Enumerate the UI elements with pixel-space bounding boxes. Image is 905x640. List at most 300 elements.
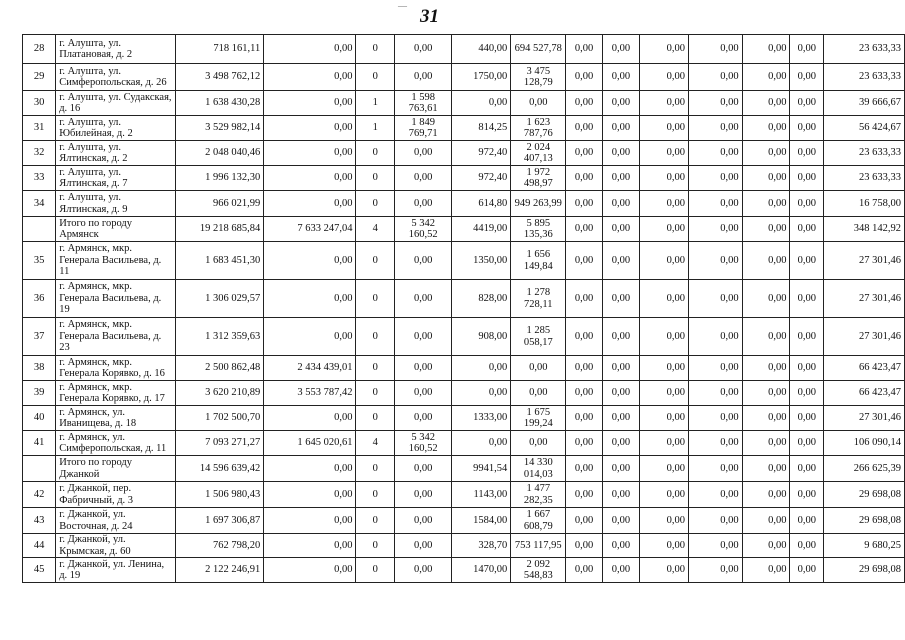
value-cell: 0,00 <box>395 35 452 64</box>
value-cell: 0,00 <box>640 242 689 280</box>
count-cell: 4 <box>356 431 395 456</box>
address-cell: г. Армянск, мкр. Генерала Корявко, д. 16 <box>56 356 176 381</box>
report-table <box>22 34 905 583</box>
value-cell: 0,00 <box>742 242 790 280</box>
row-number: 44 <box>23 534 56 558</box>
value-cell: 0,00 <box>790 242 824 280</box>
value-cell: 0,00 <box>566 356 602 381</box>
value-cell: 0,00 <box>264 141 356 166</box>
row-number: 32 <box>23 141 56 166</box>
count-cell: 0 <box>356 406 395 431</box>
value-cell: 949 263,99 <box>511 191 566 217</box>
address-cell: г. Алушта, ул. Симферопольская, д. 26 <box>56 64 176 91</box>
address-cell: г. Алушта, ул. Юбилейная, д. 2 <box>56 116 176 141</box>
value-cell: 0,00 <box>742 406 790 431</box>
value-cell: 0,00 <box>742 166 790 191</box>
table-row <box>23 356 905 381</box>
value-cell: 0,00 <box>640 356 689 381</box>
value-cell: 0,00 <box>688 534 742 558</box>
value-cell: 0,00 <box>566 217 602 242</box>
value-cell: 0,00 <box>566 456 602 482</box>
value-cell: 0,00 <box>566 191 602 217</box>
value-cell: 0,00 <box>395 534 452 558</box>
value-cell: 0,00 <box>602 356 639 381</box>
total-cost-cell: 1 697 306,87 <box>175 508 263 534</box>
count-cell: 0 <box>356 166 395 191</box>
count-cell: 0 <box>356 456 395 482</box>
value-cell: 23 633,33 <box>824 166 905 191</box>
value-cell: 0,00 <box>742 356 790 381</box>
count-cell: 0 <box>356 508 395 534</box>
value-cell: 0,00 <box>742 558 790 583</box>
value-cell: 1 972 498,97 <box>511 166 566 191</box>
value-cell: 0,00 <box>790 217 824 242</box>
value-cell: 972,40 <box>452 166 511 191</box>
table-row <box>23 141 905 166</box>
value-cell: 0,00 <box>742 116 790 141</box>
address-cell: г. Армянск, мкр. Генерала Корявко, д. 17 <box>56 381 176 406</box>
page-number: 31 <box>420 6 439 27</box>
value-cell: 27 301,46 <box>824 280 905 318</box>
value-cell: 0,00 <box>640 91 689 116</box>
row-number: 38 <box>23 356 56 381</box>
value-cell: 0,00 <box>452 356 511 381</box>
value-cell: 0,00 <box>790 116 824 141</box>
address-cell: г. Армянск, ул. Симферопольская, д. 11 <box>56 431 176 456</box>
value-cell: 0,00 <box>790 406 824 431</box>
row-number: 31 <box>23 116 56 141</box>
total-cost-cell: 2 500 862,48 <box>175 356 263 381</box>
row-number: 34 <box>23 191 56 217</box>
value-cell: 1 278 728,11 <box>511 280 566 318</box>
value-cell: 0,00 <box>688 242 742 280</box>
value-cell: 0,00 <box>640 280 689 318</box>
total-cost-cell: 966 021,99 <box>175 191 263 217</box>
value-cell: 0,00 <box>511 431 566 456</box>
value-cell: 0,00 <box>790 456 824 482</box>
value-cell: 0,00 <box>790 191 824 217</box>
value-cell: 0,00 <box>395 166 452 191</box>
total-cost-cell: 1 638 430,28 <box>175 91 263 116</box>
value-cell: 694 527,78 <box>511 35 566 64</box>
value-cell: 106 090,14 <box>824 431 905 456</box>
value-cell: 0,00 <box>395 64 452 91</box>
value-cell: 2 092 548,83 <box>511 558 566 583</box>
row-number: 42 <box>23 482 56 508</box>
address-cell: г. Алушта, ул. Ялтинская, д. 2 <box>56 141 176 166</box>
table-row <box>23 508 905 534</box>
value-cell: 0,00 <box>790 35 824 64</box>
value-cell: 0,00 <box>640 534 689 558</box>
total-cost-cell: 2 048 040,46 <box>175 141 263 166</box>
value-cell: 0,00 <box>742 456 790 482</box>
value-cell: 0,00 <box>602 35 639 64</box>
value-cell: 27 301,46 <box>824 242 905 280</box>
value-cell: 0,00 <box>640 141 689 166</box>
value-cell: 0,00 <box>602 456 639 482</box>
table-row <box>23 534 905 558</box>
count-cell: 0 <box>356 318 395 356</box>
value-cell: 1 598 763,61 <box>395 91 452 116</box>
table-row <box>23 242 905 280</box>
table-row <box>23 191 905 217</box>
table-row <box>23 406 905 431</box>
value-cell: 0,00 <box>566 242 602 280</box>
value-cell: 0,00 <box>640 482 689 508</box>
value-cell: 0,00 <box>742 318 790 356</box>
value-cell: 0,00 <box>640 64 689 91</box>
value-cell: 0,00 <box>511 381 566 406</box>
count-cell: 0 <box>356 141 395 166</box>
count-cell: 1 <box>356 91 395 116</box>
value-cell: 7 633 247,04 <box>264 217 356 242</box>
total-cost-cell: 1 996 132,30 <box>175 166 263 191</box>
value-cell: 0,00 <box>602 242 639 280</box>
value-cell: 828,00 <box>452 280 511 318</box>
value-cell: 0,00 <box>566 318 602 356</box>
value-cell: 0,00 <box>452 91 511 116</box>
value-cell: 0,00 <box>264 91 356 116</box>
row-number: 45 <box>23 558 56 583</box>
value-cell: 753 117,95 <box>511 534 566 558</box>
row-number: 43 <box>23 508 56 534</box>
value-cell: 0,00 <box>511 91 566 116</box>
value-cell: 0,00 <box>566 558 602 583</box>
value-cell: 2 024 407,13 <box>511 141 566 166</box>
value-cell: 0,00 <box>640 318 689 356</box>
value-cell: 3 475 128,79 <box>511 64 566 91</box>
value-cell: 0,00 <box>264 166 356 191</box>
row-number: 30 <box>23 91 56 116</box>
value-cell: 0,00 <box>395 242 452 280</box>
value-cell: 0,00 <box>264 35 356 64</box>
count-cell: 0 <box>356 381 395 406</box>
value-cell: 9941,54 <box>452 456 511 482</box>
value-cell: 0,00 <box>602 91 639 116</box>
count-cell: 0 <box>356 64 395 91</box>
value-cell: 1333,00 <box>452 406 511 431</box>
value-cell: 1584,00 <box>452 508 511 534</box>
table-row <box>23 91 905 116</box>
total-cost-cell: 7 093 271,27 <box>175 431 263 456</box>
value-cell: 0,00 <box>688 508 742 534</box>
value-cell: 0,00 <box>602 558 639 583</box>
value-cell: 0,00 <box>742 482 790 508</box>
total-cost-cell: 762 798,20 <box>175 534 263 558</box>
value-cell: 0,00 <box>395 508 452 534</box>
value-cell: 14 330 014,03 <box>511 456 566 482</box>
count-cell: 0 <box>356 534 395 558</box>
value-cell: 0,00 <box>395 381 452 406</box>
value-cell: 1 285 058,17 <box>511 318 566 356</box>
value-cell: 328,70 <box>452 534 511 558</box>
table-row <box>23 318 905 356</box>
value-cell: 0,00 <box>688 141 742 166</box>
value-cell: 0,00 <box>688 35 742 64</box>
value-cell: 0,00 <box>640 431 689 456</box>
value-cell: 0,00 <box>688 456 742 482</box>
total-cost-cell: 19 218 685,84 <box>175 217 263 242</box>
value-cell: 1 675 199,24 <box>511 406 566 431</box>
address-cell: г. Алушта, ул. Платановая, д. 2 <box>56 35 176 64</box>
row-number: 36 <box>23 280 56 318</box>
value-cell: 1 623 787,76 <box>511 116 566 141</box>
address-cell: г. Армянск, мкр. Генерала Васильева, д. 19 <box>56 280 176 318</box>
value-cell: 0,00 <box>790 482 824 508</box>
value-cell: 0,00 <box>688 191 742 217</box>
value-cell: 0,00 <box>688 381 742 406</box>
value-cell: 0,00 <box>602 217 639 242</box>
value-cell: 0,00 <box>264 482 356 508</box>
value-cell: 0,00 <box>566 381 602 406</box>
value-cell: 0,00 <box>742 91 790 116</box>
value-cell: 0,00 <box>264 456 356 482</box>
value-cell: 0,00 <box>395 558 452 583</box>
value-cell: 0,00 <box>688 217 742 242</box>
row-number: 41 <box>23 431 56 456</box>
value-cell: 0,00 <box>566 534 602 558</box>
count-cell: 0 <box>356 558 395 583</box>
total-cost-cell: 1 312 359,63 <box>175 318 263 356</box>
value-cell: 266 625,39 <box>824 456 905 482</box>
count-cell: 0 <box>356 482 395 508</box>
row-number: 28 <box>23 35 56 64</box>
value-cell: 0,00 <box>640 508 689 534</box>
address-cell: г. Армянск, мкр. Генерала Васильева, д. 23 <box>56 318 176 356</box>
value-cell: 0,00 <box>688 406 742 431</box>
value-cell: 0,00 <box>566 406 602 431</box>
table-row <box>23 166 905 191</box>
value-cell: 0,00 <box>790 508 824 534</box>
total-cost-cell: 2 122 246,91 <box>175 558 263 583</box>
value-cell: 0,00 <box>264 406 356 431</box>
value-cell: 0,00 <box>742 534 790 558</box>
value-cell: 0,00 <box>264 280 356 318</box>
value-cell: 1 656 149,84 <box>511 242 566 280</box>
value-cell: 0,00 <box>640 456 689 482</box>
address-cell: г. Алушта, ул. Ялтинская, д. 9 <box>56 191 176 217</box>
value-cell: 1470,00 <box>452 558 511 583</box>
row-number: 40 <box>23 406 56 431</box>
value-cell: 1 849 769,71 <box>395 116 452 141</box>
value-cell: 27 301,46 <box>824 318 905 356</box>
table-row <box>23 64 905 91</box>
count-cell: 0 <box>356 242 395 280</box>
total-cost-cell: 3 529 982,14 <box>175 116 263 141</box>
value-cell: 0,00 <box>688 91 742 116</box>
value-cell: 0,00 <box>566 508 602 534</box>
value-cell: 0,00 <box>790 280 824 318</box>
value-cell: 0,00 <box>602 64 639 91</box>
value-cell: 0,00 <box>640 166 689 191</box>
value-cell: 0,00 <box>452 431 511 456</box>
value-cell: 0,00 <box>688 64 742 91</box>
row-number: 29 <box>23 64 56 91</box>
value-cell: 0,00 <box>640 381 689 406</box>
value-cell: 1750,00 <box>452 64 511 91</box>
top-mark: — <box>398 1 407 11</box>
value-cell: 0,00 <box>395 318 452 356</box>
table-row <box>23 482 905 508</box>
value-cell: 0,00 <box>688 280 742 318</box>
value-cell: 0,00 <box>452 381 511 406</box>
address-cell: г. Джанкой, пер. Фабричный, д. 3 <box>56 482 176 508</box>
value-cell: 1 645 020,61 <box>264 431 356 456</box>
value-cell: 0,00 <box>688 356 742 381</box>
value-cell: 0,00 <box>602 116 639 141</box>
value-cell: 0,00 <box>688 431 742 456</box>
value-cell: 0,00 <box>264 64 356 91</box>
value-cell: 0,00 <box>602 508 639 534</box>
address-cell: г. Джанкой, ул. Ленина, д. 19 <box>56 558 176 583</box>
row-number: 37 <box>23 318 56 356</box>
value-cell: 0,00 <box>742 508 790 534</box>
value-cell: 0,00 <box>511 356 566 381</box>
address-cell: Итого по городу Армянск <box>56 217 176 242</box>
value-cell: 0,00 <box>742 35 790 64</box>
value-cell: 440,00 <box>452 35 511 64</box>
value-cell: 0,00 <box>688 318 742 356</box>
value-cell: 0,00 <box>640 35 689 64</box>
count-cell: 4 <box>356 217 395 242</box>
count-cell: 0 <box>356 191 395 217</box>
value-cell: 0,00 <box>264 191 356 217</box>
value-cell: 0,00 <box>790 141 824 166</box>
value-cell: 0,00 <box>395 482 452 508</box>
value-cell: 3 553 787,42 <box>264 381 356 406</box>
value-cell: 0,00 <box>395 280 452 318</box>
value-cell: 39 666,67 <box>824 91 905 116</box>
value-cell: 29 698,08 <box>824 558 905 583</box>
total-cost-cell: 1 702 500,70 <box>175 406 263 431</box>
value-cell: 29 698,08 <box>824 508 905 534</box>
value-cell: 0,00 <box>742 431 790 456</box>
total-cost-cell: 718 161,11 <box>175 35 263 64</box>
row-number <box>23 456 56 482</box>
value-cell: 2 434 439,01 <box>264 356 356 381</box>
value-cell: 908,00 <box>452 318 511 356</box>
total-cost-cell: 1 683 451,30 <box>175 242 263 280</box>
value-cell: 0,00 <box>566 141 602 166</box>
value-cell: 0,00 <box>395 141 452 166</box>
value-cell: 0,00 <box>602 431 639 456</box>
address-cell: г. Джанкой, ул. Восточная, д. 24 <box>56 508 176 534</box>
value-cell: 23 633,33 <box>824 141 905 166</box>
count-cell: 0 <box>356 35 395 64</box>
table-row <box>23 35 905 64</box>
value-cell: 0,00 <box>395 456 452 482</box>
row-number <box>23 217 56 242</box>
row-number: 35 <box>23 242 56 280</box>
value-cell: 27 301,46 <box>824 406 905 431</box>
value-cell: 1 477 282,35 <box>511 482 566 508</box>
table-row <box>23 381 905 406</box>
value-cell: 0,00 <box>566 116 602 141</box>
row-number: 39 <box>23 381 56 406</box>
subtotal-row <box>23 217 905 242</box>
value-cell: 0,00 <box>790 381 824 406</box>
total-cost-cell: 1 506 980,43 <box>175 482 263 508</box>
value-cell: 0,00 <box>566 166 602 191</box>
value-cell: 0,00 <box>742 280 790 318</box>
table-row <box>23 116 905 141</box>
value-cell: 1350,00 <box>452 242 511 280</box>
address-cell: Итого по городу Джанкой <box>56 456 176 482</box>
value-cell: 5 342 160,52 <box>395 217 452 242</box>
value-cell: 0,00 <box>264 558 356 583</box>
value-cell: 0,00 <box>395 406 452 431</box>
value-cell: 0,00 <box>264 116 356 141</box>
value-cell: 0,00 <box>566 91 602 116</box>
count-cell: 1 <box>356 116 395 141</box>
table-row <box>23 280 905 318</box>
value-cell: 0,00 <box>566 280 602 318</box>
value-cell: 0,00 <box>688 116 742 141</box>
value-cell: 9 680,25 <box>824 534 905 558</box>
table-row <box>23 558 905 583</box>
address-cell: г. Джанкой, ул. Крымская, д. 60 <box>56 534 176 558</box>
total-cost-cell: 14 596 639,42 <box>175 456 263 482</box>
value-cell: 0,00 <box>566 482 602 508</box>
total-cost-cell: 3 498 762,12 <box>175 64 263 91</box>
address-cell: г. Алушта, ул. Ялтинская, д. 7 <box>56 166 176 191</box>
value-cell: 0,00 <box>790 166 824 191</box>
value-cell: 0,00 <box>566 431 602 456</box>
value-cell: 0,00 <box>395 191 452 217</box>
table-row <box>23 431 905 456</box>
value-cell: 0,00 <box>602 534 639 558</box>
value-cell: 1 667 608,79 <box>511 508 566 534</box>
address-cell: г. Армянск, мкр. Генерала Васильева, д. 11 <box>56 242 176 280</box>
value-cell: 0,00 <box>602 482 639 508</box>
value-cell: 23 633,33 <box>824 64 905 91</box>
value-cell: 0,00 <box>602 381 639 406</box>
value-cell: 0,00 <box>742 381 790 406</box>
value-cell: 0,00 <box>264 318 356 356</box>
value-cell: 0,00 <box>688 166 742 191</box>
value-cell: 0,00 <box>742 191 790 217</box>
total-cost-cell: 1 306 029,57 <box>175 280 263 318</box>
value-cell: 0,00 <box>742 141 790 166</box>
value-cell: 0,00 <box>790 318 824 356</box>
value-cell: 0,00 <box>602 166 639 191</box>
value-cell: 5 895 135,36 <box>511 217 566 242</box>
value-cell: 0,00 <box>742 64 790 91</box>
value-cell: 66 423,47 <box>824 381 905 406</box>
row-number: 33 <box>23 166 56 191</box>
value-cell: 0,00 <box>264 534 356 558</box>
value-cell: 0,00 <box>602 318 639 356</box>
value-cell: 4419,00 <box>452 217 511 242</box>
value-cell: 0,00 <box>264 242 356 280</box>
value-cell: 0,00 <box>395 356 452 381</box>
value-cell: 0,00 <box>566 35 602 64</box>
value-cell: 0,00 <box>640 558 689 583</box>
value-cell: 23 633,33 <box>824 35 905 64</box>
value-cell: 814,25 <box>452 116 511 141</box>
value-cell: 0,00 <box>566 64 602 91</box>
value-cell: 0,00 <box>602 191 639 217</box>
value-cell: 0,00 <box>640 191 689 217</box>
value-cell: 1143,00 <box>452 482 511 508</box>
address-cell: г. Алушта, ул. Судакская, д. 16 <box>56 91 176 116</box>
value-cell: 0,00 <box>790 356 824 381</box>
value-cell: 0,00 <box>742 217 790 242</box>
value-cell: 0,00 <box>602 141 639 166</box>
count-cell: 0 <box>356 280 395 318</box>
table-body <box>23 35 905 583</box>
value-cell: 66 423,47 <box>824 356 905 381</box>
